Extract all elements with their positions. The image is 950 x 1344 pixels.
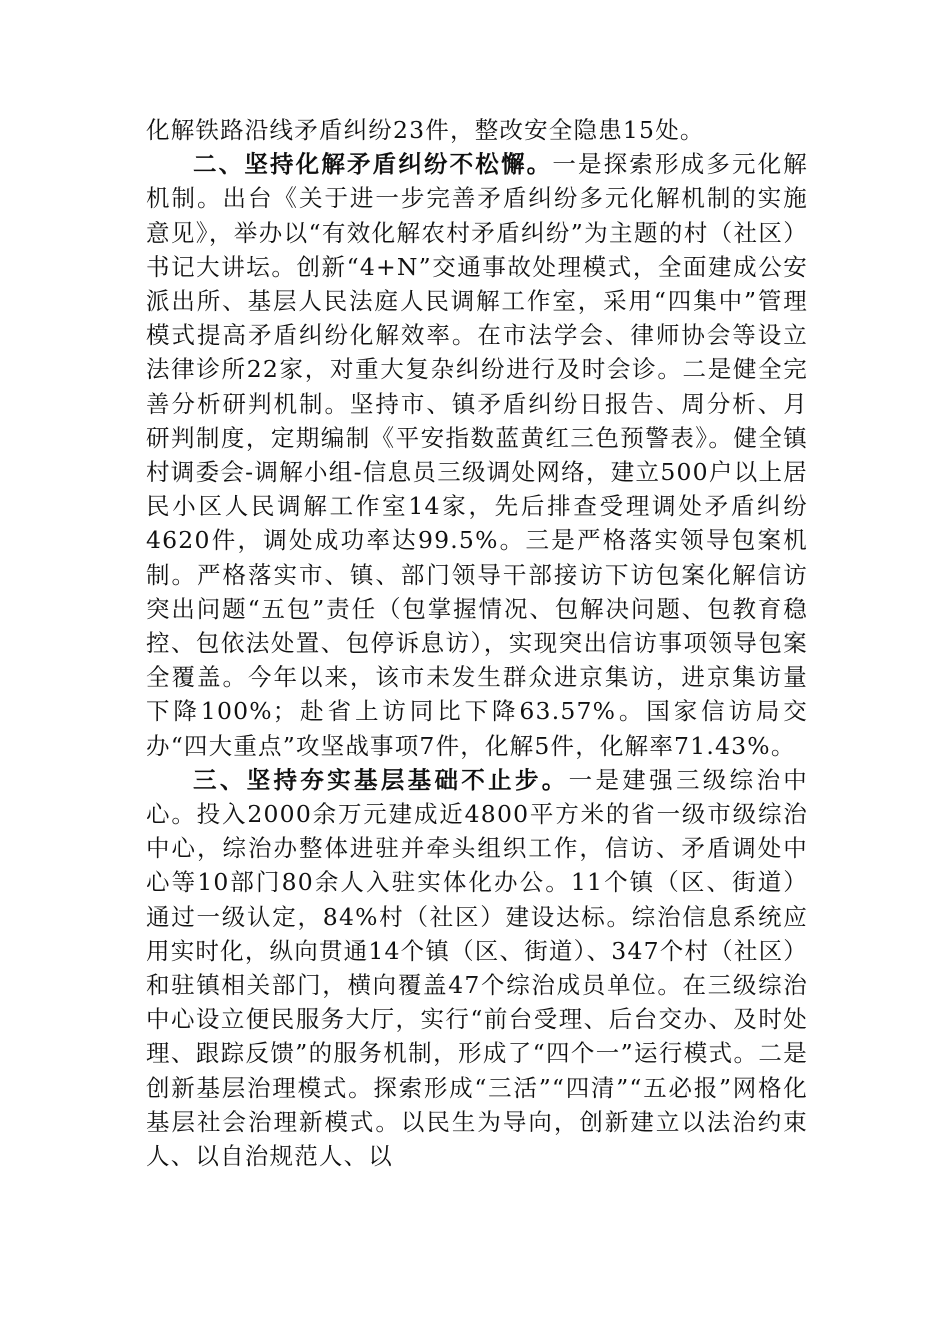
- section-heading: 二、坚持化解矛盾纠纷不松懈。: [193, 150, 553, 179]
- section-heading: 三、坚持夯实基层基础不止步。: [193, 765, 569, 794]
- paragraph-body: 一是探索形成多元化解机制。出台《关于进一步完善矛盾纠纷多元化解机制的实施意见》，举办以“有效化解农村矛盾纠纷”为主题的村（社区）书记大讲坛。创新“4+N”交通事故处理模式，全面建成公安派出所、基层人民法庭人民调解工作室，采用“四集中”管理模式提高矛盾纠纷化解效率。在市法学会、律师协会等设立法律诊所22家，对重大复杂纠纷进行及时会诊。二是健全完善分析研判机制。坚持市、镇矛盾纠纷日报告、周分析、月研判制度，定期编制《平安指数蓝黄红三色预警表》。健全镇村调委会-调解小组-信息员三级调处网络，建立500户以上居民小区人民调解工作室14家，先后排查受理调处矛盾纠纷4620件，调处成功率达99.5%。三是严格落实领导包案机制。严格落实市、镇、部门领导干部接访下访包案化解信访突出问题“五包”责任（包掌握情况、包解决问题、包教育稳控、包依法处置、包停诉息访），实现突出信访事项领导包案全覆盖。今年以来，该市未发生群众进京集访，进京集访量下降100%；赴省上访同比下降63.57%。国家信访局交办“四大重点”攻坚战事项7件，化解5件，化解率71.43%。: [146, 150, 808, 760]
- paragraph-section-two: [146, 147, 808, 763]
- paragraph-body: 化解铁路沿线矛盾纠纷23件，整改安全隐患15处。: [146, 116, 705, 144]
- paragraph-continuation: [146, 113, 808, 147]
- paragraph-section-three: [146, 763, 808, 1173]
- paragraph-body: 一是建强三级综治中心。投入2000余万元建成近4800平方米的省一级市级综治中心，综治办整体进驻并牵头组织工作，信访、矛盾调处中心等10部门80余人入驻实体化办公。11个镇（区、街道）通过一级认定，84%村（社区）建设达标。综治信息系统应用实时化，纵向贯通14个镇（区、街道）、347个村（社区）和驻镇相关部门，横向覆盖47个综治成员单位。在三级综治中心设立便民服务大厅，实行“前台受理、后台交办、及时处理、跟踪反馈”的服务机制，形成了“四个一”运行模式。二是创新基层治理模式。探索形成“三活”“四清”“五必报”网格化基层社会治理新模式。以民生为导向，创新建立以法治约束人、以自治规范人、以: [146, 765, 808, 1171]
- document-body: [146, 113, 808, 1173]
